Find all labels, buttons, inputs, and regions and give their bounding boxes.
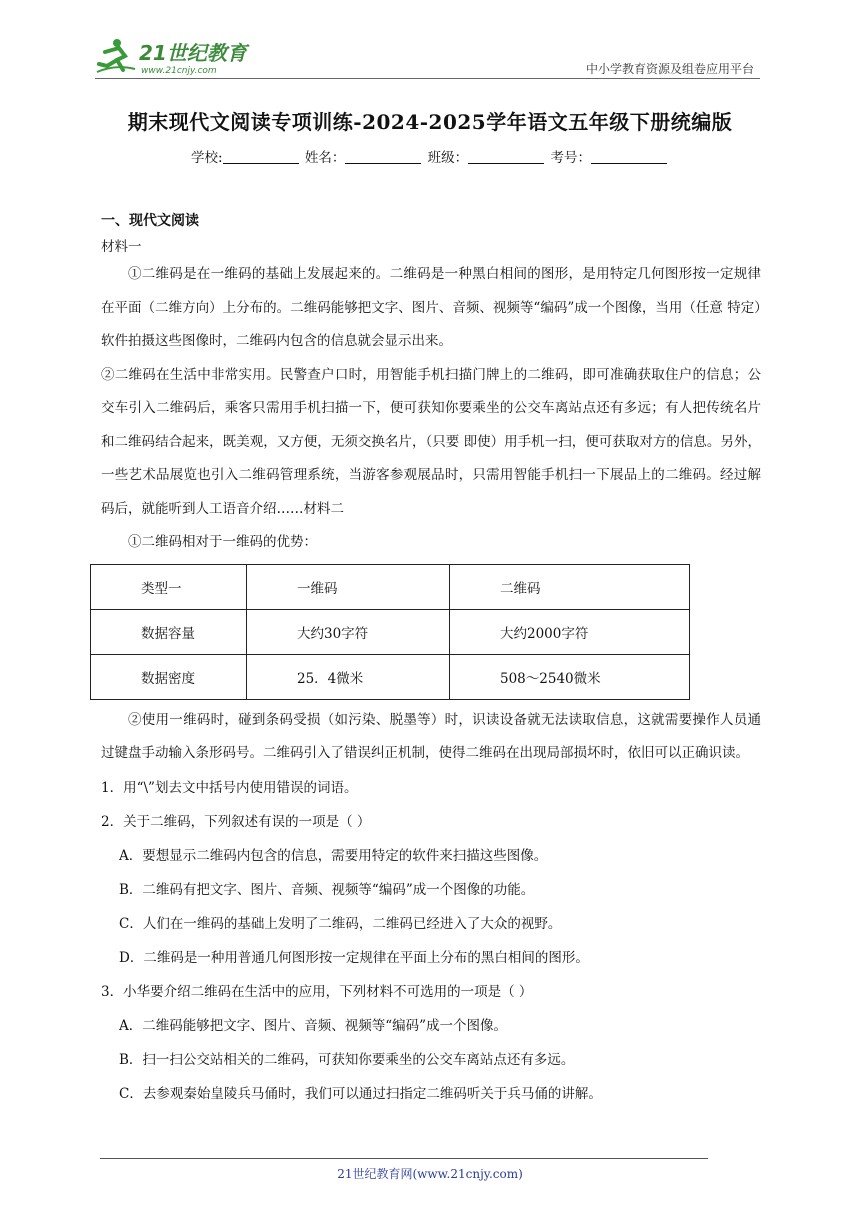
question-2-option-d[interactable]: D．二维码是一种用普通几何图形按一定规律在平面上分布的黑白相间的图形。 [119,949,589,966]
name-label: 姓名： [304,150,346,166]
material-label: 材料一 [101,239,142,255]
section-heading: 一、现代文阅读 [101,213,199,229]
page-title: 期末现代文阅读专项训练-2024-2025学年语文五年级下册统编版 [127,110,733,134]
logo-text: 21世纪教育 [139,41,247,65]
table-cell: 数据密度 [91,654,247,699]
paragraph-3: ①二维码相对于一维码的优势： [128,534,317,550]
school-blank[interactable] [223,149,299,164]
logo-subtext: www.21cnjy.com [141,66,217,76]
class-blank[interactable] [468,149,544,164]
table-cell: 大约2000字符 [450,609,690,654]
site-logo [95,36,265,76]
question-3: 3．小华要介绍二维码在生活中的应用，下列材料不可选用的一项是（ ） [101,983,533,1000]
paragraph-1: ①二维码是在一维码的基础上发展起来的。二维码是一种黑白相间的图形，是用特定几何图形按一定规律在平面（二维方向）上分布的。二维码能够把文字、图片、音频、视频等“编码”成一个图像，当用（任意 特定）软件拍摄这些图像时，二维码内包含的信息就会显示出来。 [101,266,761,349]
table-cell: 大约30字符 [247,609,450,654]
school-label: 学校: [191,150,223,166]
runner-icon [97,39,135,72]
page-header [95,32,760,79]
table-cell: 二维码 [450,564,690,609]
table-cell: 25．4微米 [247,654,450,699]
footer-divider [100,1158,708,1159]
table-row [91,564,690,609]
platform-name: 中小学教育资源及组卷应用平台 [585,62,754,76]
question-2: 2．关于二维码，下列叙述有误的一项是（ ） [101,813,371,830]
table-cell: 一维码 [247,564,450,609]
paragraph-4: ②使用一维码时，碰到条码受损（如污染、脱墨等）时，识读设备就无法读取信息，这就需要操作人员通过键盘手动输入条形码号。二维码引入了错误纠正机制，使得二维码在出现局部损坏时，依旧可以正确识读。 [101,711,761,761]
paragraph-2: ②二维码在生活中非常实用。民警查户口时，用智能手机扫描门牌上的二维码，即可准确获取住户的信息；公交车引入二维码后，乘客只需用手机扫描一下，便可获知你要乘坐的公交车离站点还有多远；有人把传统名片和二维码结合起来，既美观，又方便，无须交换名片，（只要 即使）用手机一扫，便可获取对方的信息。另外，一些艺术品展览也引入二维码管理系统，当游客参观展品时，只需用智能手机扫一下展品上的二维码。经过解码后，就能听到人工语音介绍……材料二 [101,366,761,517]
question-2-option-b[interactable]: B．二维码有把文字、图片、音频、视频等“编码”成一个图像的功能。 [119,881,535,898]
question-2-option-a[interactable]: A．要想显示二维码内包含的信息，需要用特定的软件来扫描这些图像。 [119,847,548,864]
exam-no-label: 考号： [550,150,591,166]
exam-content [101,210,761,1111]
table-cell: 类型一 [91,564,247,609]
comparison-table [90,564,690,700]
name-blank[interactable] [345,149,421,164]
student-info-fields [0,146,860,166]
table-row [91,654,690,699]
question-1: 1．用“\”划去文中括号内使用错误的词语。 [101,779,358,796]
question-3-option-c[interactable]: C．去参观秦始皇陵兵马俑时，我们可以通过扫指定二维码听关于兵马俑的讲解。 [119,1085,602,1102]
class-label: 班级： [427,150,469,166]
question-3-option-b[interactable]: B．扫一扫公交站相关的二维码，可获知你要乘坐的公交车离站点还有多远。 [119,1051,575,1068]
table-cell: 508～2540微米 [450,654,690,699]
table-row [91,609,690,654]
exam-no-blank[interactable] [591,149,667,164]
question-2-option-c[interactable]: C．人们在一维码的基础上发明了二维码，二维码已经进入了大众的视野。 [119,915,562,932]
footer-link[interactable]: 21世纪教育网(www.21cnjy.com) [337,1167,523,1181]
table-cell: 数据容量 [91,609,247,654]
question-3-option-a[interactable]: A．二维码能够把文字、图片、音频、视频等“编码”成一个图像。 [119,1017,508,1034]
